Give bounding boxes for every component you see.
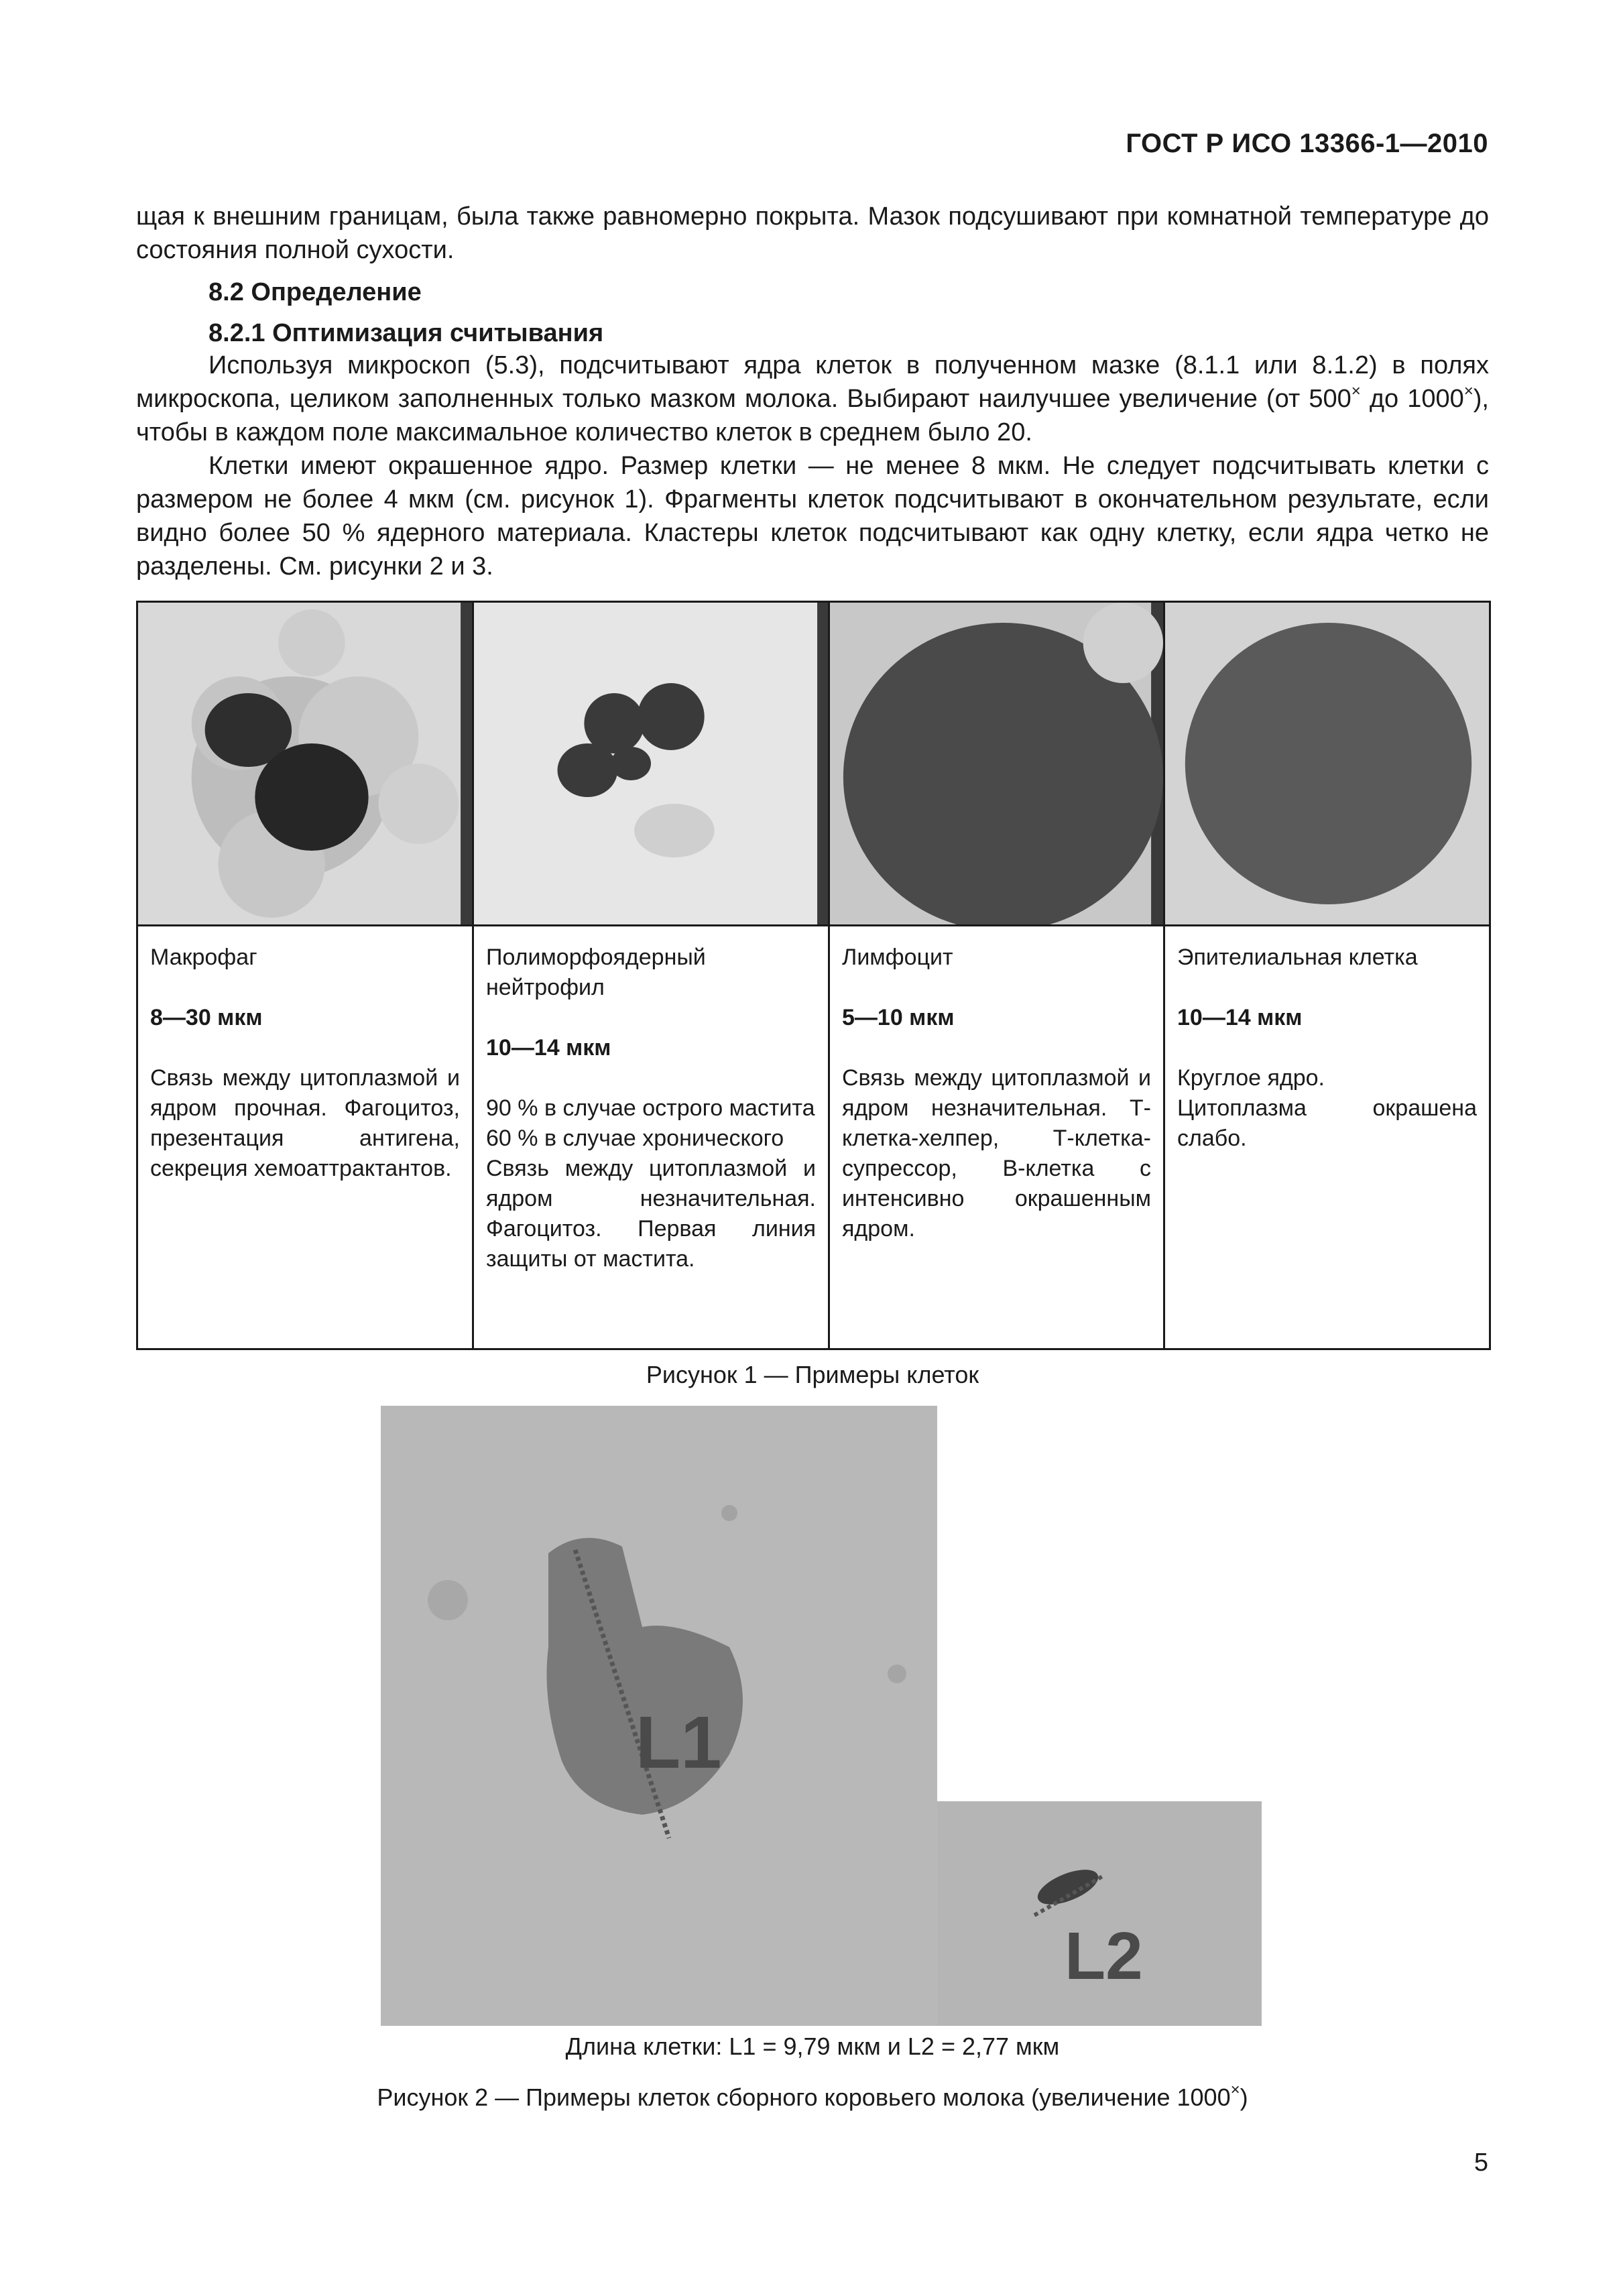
neutrophil-micrograph [474,603,828,924]
page-number: 5 [1474,2149,1488,2177]
lymphocyte-micrograph [830,603,1163,924]
epithelial-image-cell [1164,602,1490,926]
cell-text: 90 % в случае острого мастита 60 % в случае хронического Связь между цитоплазмой и ядром незначительная. Фагоцитоз. Первая линия защиты от мастита. [486,1095,816,1272]
cell-name: Макрофаг [150,945,257,970]
lymphocyte-image-cell [829,602,1164,926]
cell-size: 10—14 мкм [486,1035,611,1061]
cell-count-rules-paragraph: Клетки имеют окрашенное ядро. Размер клетки — не менее 8 мкм. Не следует подсчитывать клетки с размером не более 4 мкм (см. рисунок 1). Фрагменты клеток подсчитывают в окончательном результате, если видно более 50 % ядерного материала. Кластеры клеток подсчитывают как одну клетку, если ядра четко не разделены. См. рисунки 2 и 3. [136,452,1489,581]
cell-text: Круглое ядро. Цитоплазма окрашена слабо. [1177,1065,1477,1151]
lymphocyte-description [829,926,1164,1349]
cell-size: 10—14 мкм [1177,1005,1303,1030]
cell-name: Эпителиальная клетка [1177,945,1418,970]
neutrophil-image-cell [473,602,829,926]
magnification-mark: × [1463,382,1474,400]
magnification-mark: × [1230,2081,1240,2099]
macrophage-description [137,926,473,1349]
length-label-l2: L2 [1065,1919,1143,1994]
epithelial-micrograph [1165,603,1489,924]
epithelial-description [1164,926,1490,1349]
length-label-l1: L1 [636,1701,722,1784]
section-8-2-1-title: 8.2.1 Оптимизация считывания [208,319,604,347]
intro-paragraph: щая к внешним границам, была также равномерно покрыта. Мазок подсушивают при комнатной температуре до состояния полной сухости. [136,202,1489,264]
cell-text: Связь между цитоплазмой и ядром незначительная. Т-клетка-хелпер, Т-клетка-супрессор, В-клетка с интенсивно окрашенным ядром. [842,1065,1151,1242]
figure-1-cell-table [136,601,1491,1350]
macrophage-image-cell [137,602,473,926]
cell-name: Лимфоцит [842,945,953,970]
cell-text: Связь между цитоплазмой и ядром прочная. Фагоцитоз, презентация антигена, секреция хемоаттрактантов. [150,1065,460,1181]
figure-2-micrograph [381,1406,1262,2026]
cell-name: Полиморфоядерный нейтрофил [486,945,706,1000]
cell-length-caption: Длина клетки: L1 = 9,79 мкм и L2 = 2,77 мкм [565,2033,1060,2060]
section-8-2-title: 8.2 Определение [208,278,422,306]
neutrophil-description [473,926,829,1349]
standard-header: ГОСТ Р ИСО 13366-1—2010 [1126,129,1488,158]
reading-optimization-paragraph: Используя микроскоп (5.3), подсчитывают ядра клеток в полученном мазке (8.1.1 или 8.1.2) в полях микроскопа, целиком заполненных только мазком молока. Выбирают наилучшее увеличение (от 500× до 1000×), чтобы в каждом поле максимальное количество клеток в среднем было 20. [136,351,1489,446]
cell-size: 5—10 мкм [842,1005,955,1030]
macrophage-micrograph [138,603,472,924]
cell-size: 8—30 мкм [150,1005,263,1030]
figure-1-caption: Рисунок 1 — Примеры клеток [646,1361,979,1388]
figure-2-caption: Рисунок 2 — Примеры клеток сборного коровьего молока (увеличение 1000×) [377,2081,1248,2111]
magnification-mark: × [1351,382,1361,400]
